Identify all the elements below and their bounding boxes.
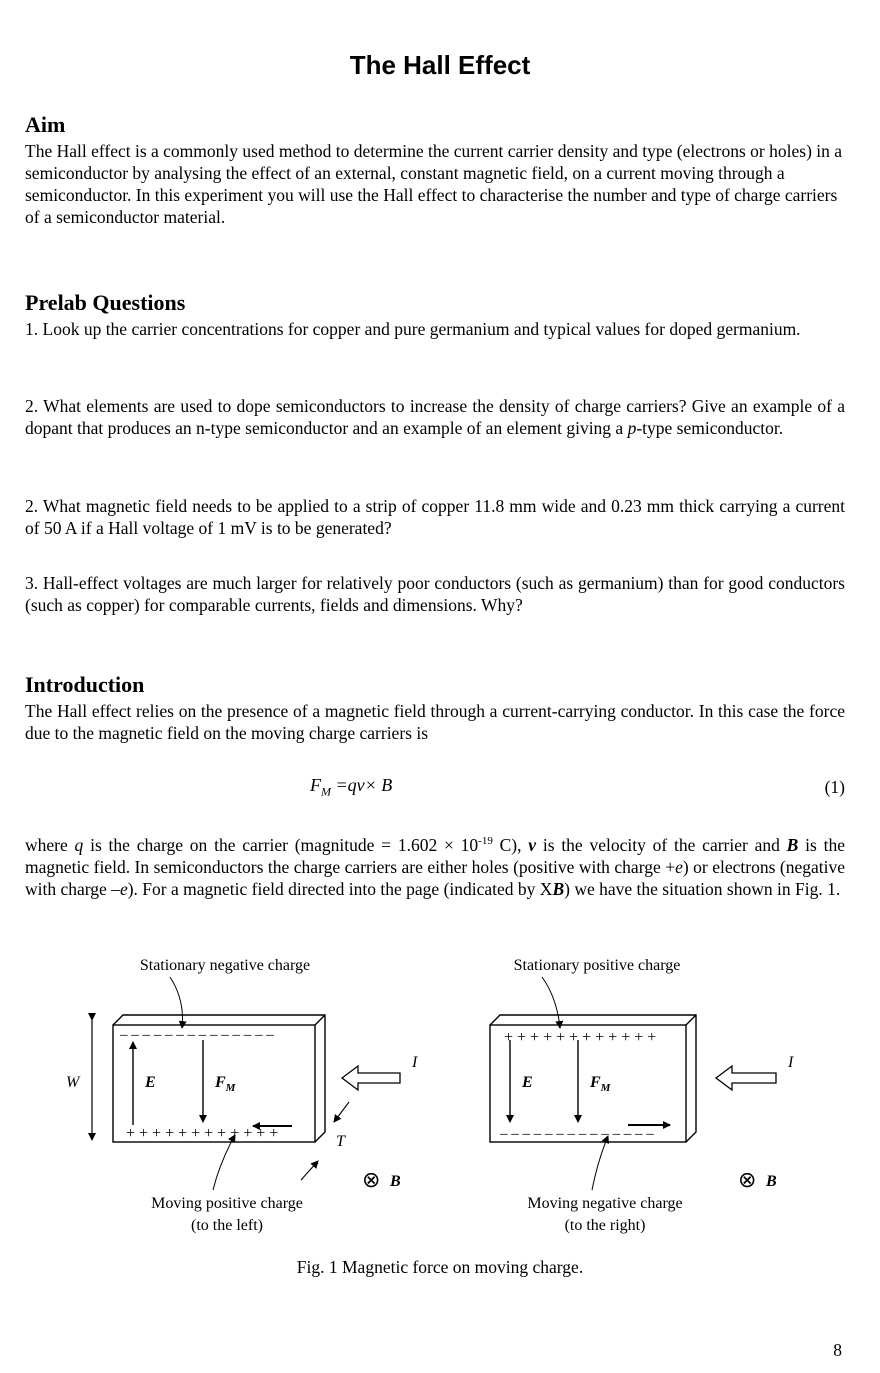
aim-paragraph: The Hall effect is a commonly used method to determine the current carrier density and type (electrons or holes) in a semiconductor by analysing the effect of an external, constant magnetic field, on a current moving through a semiconductor. In this experiment you will use the Hall effect to characterise the number and type of charge carriers of a semiconductor material. [25,141,843,227]
left-b-label: B [390,1173,401,1190]
right-top-charges: + + + + + + + + + + + + [504,1029,657,1046]
left-panel [66,957,418,1234]
right-current-label: I [788,1054,794,1071]
left-thickness-arrow-bottom [301,1161,318,1180]
right-bottom-label-2: (to the right) [564,1217,646,1234]
intro-paragraph-1: The Hall effect relies on the presence of a magnetic field through a current-carrying conductor. In this case the force due to the magnetic field on the moving charge carriers is [25,701,845,743]
left-current-arrow [342,1066,400,1090]
left-force-label: $F_M$ [215,1074,236,1094]
left-bottom-label-2: (to the left) [191,1217,263,1234]
left-thickness-arrow-top [334,1102,349,1122]
left-width-label: W [66,1074,80,1091]
left-bottom-label-1: Moving positive charge [151,1195,303,1212]
right-top-pointer [542,977,560,1028]
right-bottom-pointer [592,1136,608,1190]
prelab-question-3: 3. Hall-effect voltages are much larger for relatively poor conductors (such as germanium) than for good conductors (such as copper) for comparable currents, fields and dimensions. Why? [25,573,845,615]
right-bottom-label-1: Moving negative charge [527,1195,683,1212]
prelab-heading: Prelab Questions [25,290,186,315]
left-thickness-label: T [336,1133,345,1150]
right-current-arrow [716,1066,776,1090]
equation-number: (1) [824,777,845,797]
introduction-heading: Introduction [25,672,145,697]
left-bottom-charges: + + + + + + + + + + + + [126,1125,279,1142]
right-force-label: $F_M$ [590,1074,611,1094]
right-b-label: B [766,1173,777,1190]
prelab-question-1: 1. Look up the carrier concentrations for copper and pure germanium and typical values for doped germanium. [25,319,801,339]
left-b-field-symbol: ⊗ [362,1167,381,1192]
page-title: The Hall Effect [349,50,531,80]
intro-paragraph-2: where q is the charge on the carrier (magnitude = $1.602 \times 10^{-19}$ C), v is the velocity of the carrier and B is the magnetic field. In semiconductors the charge carriers are either holes (positive with charge +e) or electrons (negative with charge –e). For a magnetic field directed into the page (indicated by XB) we have the situation shown in Fig. 1. [25,834,845,899]
left-current-label: I [412,1054,418,1071]
page-number: 8 [833,1340,842,1360]
prelab-question-2b: 2. What magnetic field needs to be applied to a strip of copper 11.8 mm wide and 0.23 mm thick carrying a current of 50 A if a Hall voltage of 1 mV is to be generated? [25,496,845,538]
right-top-label: Stationary positive charge [513,957,681,974]
left-top-label: Stationary negative charge [139,957,311,974]
right-b-field-symbol: ⊗ [738,1167,757,1192]
prelab-question-2a: 2. What elements are used to dope semiconductors to increase the density of charge carriers? Give an example of a dopant that produces an n-type semiconductor and an example of an element giving a p-type semiconductor. [25,396,845,438]
left-bottom-pointer [213,1135,235,1190]
right-panel [490,957,794,1234]
equation-1: $F_M =qv\times B$ [310,775,393,799]
aim-heading: Aim [25,112,66,137]
figure-caption: Fig. 1 Magnetic force on moving charge. [296,1257,584,1277]
left-top-pointer [170,977,183,1028]
right-e-label: E [522,1074,533,1091]
right-bottom-charges: – – – – – – – – – – – – – – [500,1126,654,1142]
left-e-label: E [145,1074,156,1091]
left-top-charges: – – – – – – – – – – – – – – [120,1027,274,1043]
hall-effect-figure [60,950,820,1240]
